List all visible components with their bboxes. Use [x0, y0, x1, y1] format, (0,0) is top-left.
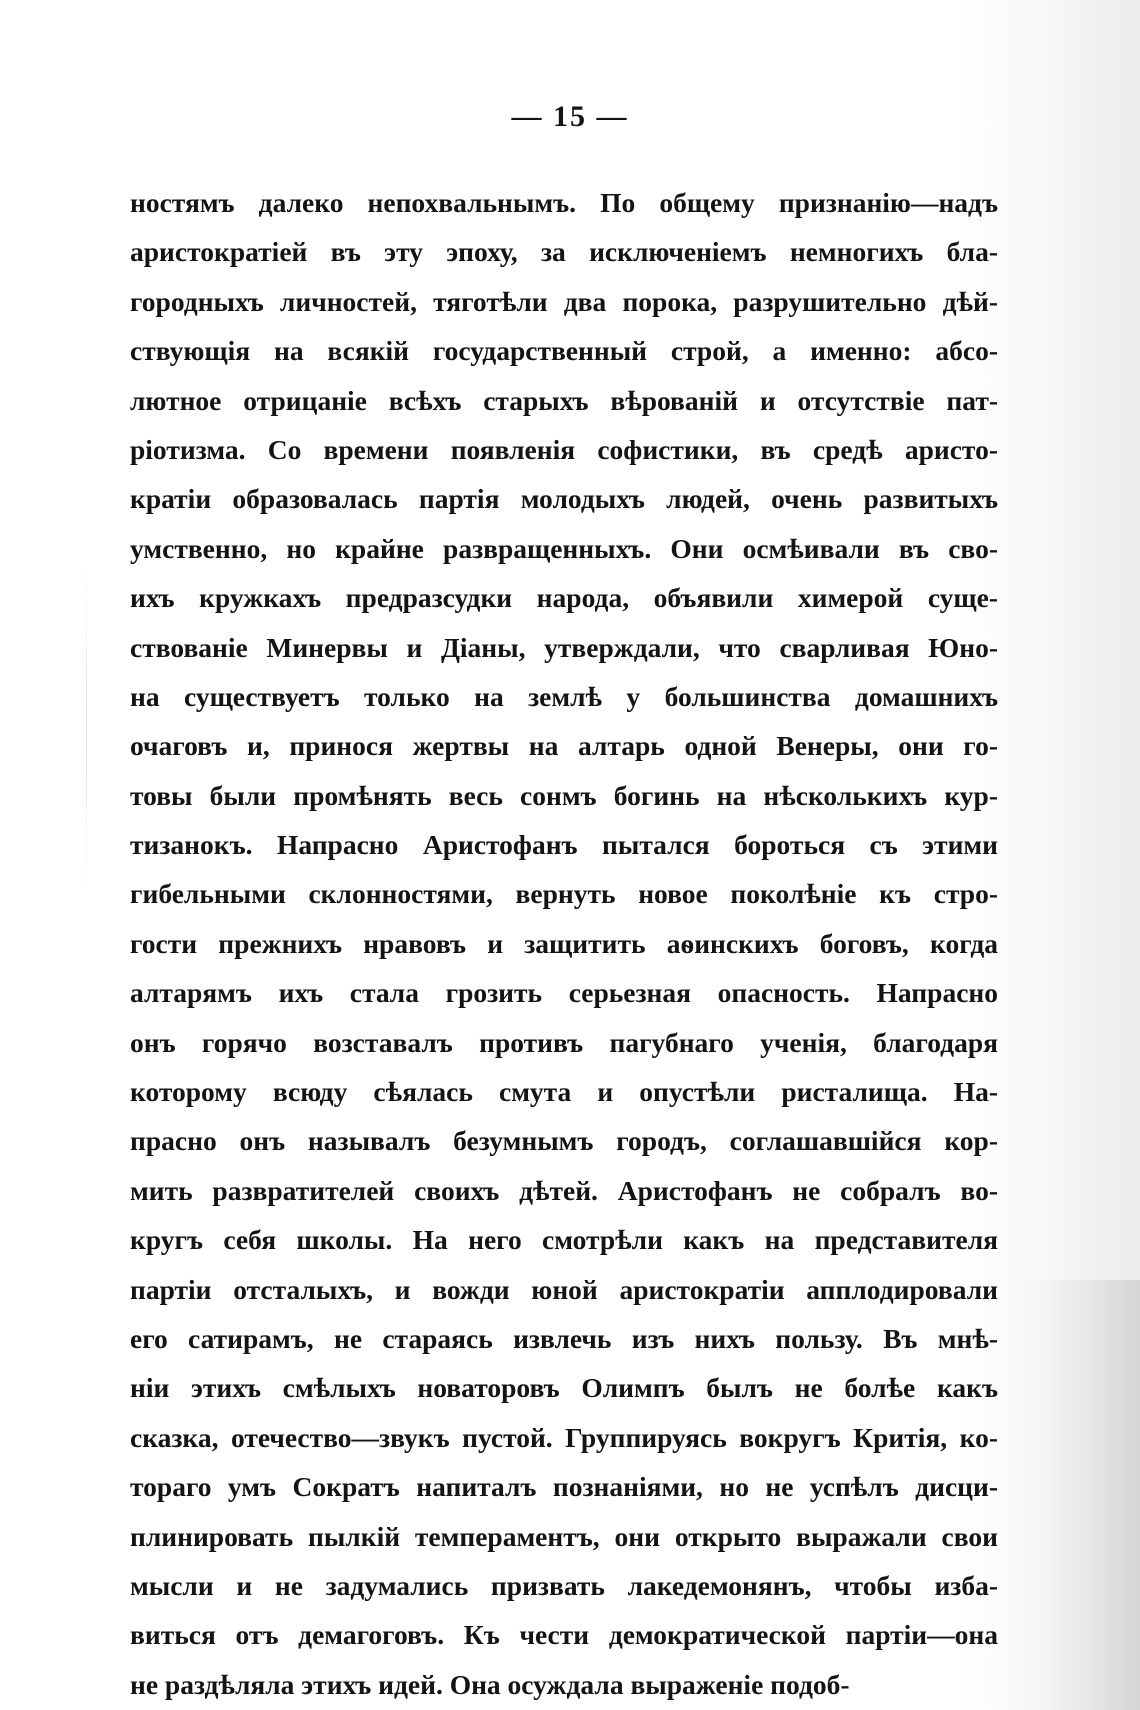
text-line: гости прежнихъ нравовъ и защитить аѳинскихъ боговъ, когда [130, 927, 998, 959]
text-line: онъ горячо возставалъ противъ пагубнаго ученія, благодаря [130, 1026, 998, 1058]
text-line: городныхъ личностей, тяготѣли два порока, разрушительно дѣй- [130, 285, 998, 317]
text-line: мысли и не задумались призвать лакедемонянъ, чтобы изба- [130, 1569, 998, 1601]
text-line: тизанокъ. Напрасно Аристофанъ пытался бороться съ этими [130, 829, 998, 861]
text-line: лютное отрицаніе всѣхъ старыхъ вѣрованій и отсутствіе пат- [130, 384, 998, 416]
text-line: плинировать пылкій темпераментъ, они открыто выражали свои [130, 1520, 998, 1552]
text-line: кратіи образовалась партія молодыхъ людей, очень развитыхъ [130, 483, 998, 515]
text-line: его сатирамъ, не стараясь извлечь изъ нихъ пользу. Въ мнѣ- [130, 1322, 998, 1354]
text-line: ностямъ далеко непохвальнымъ. По общему признанію—надъ [130, 187, 998, 218]
text-line: ствованіе Минервы и Діаны, утверждали, что сварливая Юно- [130, 631, 998, 663]
text-line: партіи отсталыхъ, и вожди юной аристократіи апплодировали [130, 1273, 998, 1305]
text-line: гибельными склонностями, вернуть новое поколѣніе къ стро- [130, 878, 998, 910]
text-line: ихъ кружкахъ предразсудки народа, объявили химерой суще- [130, 582, 998, 614]
text-line: мить развратителей своихъ дѣтей. Аристофанъ не собралъ во- [130, 1174, 998, 1206]
text-line: товы были промѣнять весь сонмъ богинь на нѣсколькихъ кур- [130, 779, 998, 811]
scan-gutter-mark [86, 560, 87, 900]
text-line: прасно онъ называлъ безумнымъ городъ, соглашавшійся кор- [130, 1125, 998, 1157]
text-line: очаговъ и, принося жертвы на алтарь одной Венеры, они го- [130, 730, 998, 762]
page-number: — 15 — [511, 100, 629, 133]
text-line: ніи этихъ смѣлыхъ новаторовъ Олимпъ былъ не болѣе какъ [130, 1372, 998, 1404]
body-text [130, 178, 998, 1709]
text-line: тораго умъ Сократъ напиталъ познаніями, но не успѣлъ дисци- [130, 1471, 998, 1503]
text-line: ріотизма. Со времени появленія софистики, въ средѣ аристо- [130, 433, 998, 465]
text-line: кругъ себя школы. На него смотрѣли какъ на представителя [130, 1224, 998, 1256]
text-line: алтарямъ ихъ стала грозить серьезная опасность. Напрасно [130, 977, 998, 1009]
text-line: умственно, но крайне развращенныхъ. Они осмѣивали въ сво- [130, 532, 998, 564]
text-line: не раздѣляла этихъ идей. Она осуждала выраженіе подоб- [130, 1668, 850, 1700]
text-line: ствующія на всякій государственный строй, а именно: абсо- [130, 335, 998, 367]
text-line: которому всюду сѣялась смута и опустѣли ристалища. На- [130, 1076, 998, 1108]
text-line: сказка, отечество—звукъ пустой. Группируясь вокругъ Критія, ко- [130, 1421, 998, 1453]
text-line: виться отъ демагоговъ. Къ чести демократической партіи—она [130, 1619, 998, 1651]
text-line: аристократіей въ эту эпоху, за исключеніемъ немногихъ бла- [130, 236, 998, 268]
scan-edge-shadow [1020, 1280, 1140, 1710]
text-line: на существуетъ только на землѣ у большинства домашнихъ [130, 680, 998, 712]
